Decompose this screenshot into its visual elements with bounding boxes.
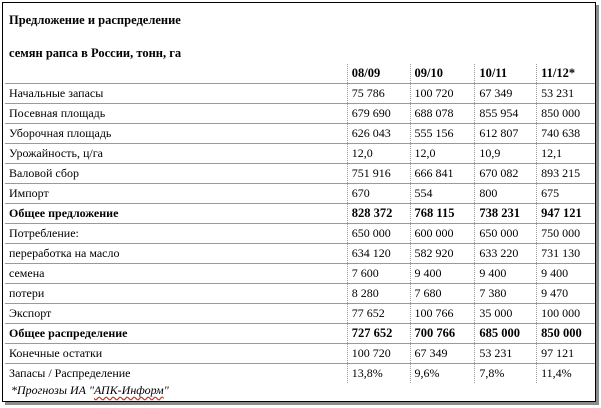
cell-value: 67 349 (475, 84, 537, 104)
table-row (5, 224, 595, 244)
cell-value: 947 121 (537, 204, 595, 224)
cell-value: 738 231 (475, 204, 537, 224)
row-label: Импорт (5, 184, 347, 204)
table-row (5, 164, 595, 184)
cell-value: 100 000 (537, 304, 595, 324)
cell-value: 650 000 (475, 224, 537, 244)
cell-value: 53 231 (537, 84, 595, 104)
cell-value: 10,9 (475, 144, 537, 164)
cell-value: 555 156 (410, 124, 475, 144)
table-row (5, 144, 595, 164)
cell-value: 855 954 (475, 104, 537, 124)
cell-value: 12,0 (347, 144, 410, 164)
row-label: Валовой сбор (5, 164, 347, 184)
cell-value: 828 372 (347, 204, 410, 224)
cell-value: 53 231 (475, 344, 537, 364)
cell-value: 740 638 (537, 124, 595, 144)
cell-value: 751 916 (347, 164, 410, 184)
header-cell-0809: 08/09 (347, 64, 410, 84)
footnote-suffix: " (163, 383, 169, 397)
cell-value: 12,1 (537, 144, 595, 164)
row-label: потери (5, 284, 347, 304)
table-title-line1: Предложение и распределение (9, 13, 181, 27)
table-row-total-supply (5, 204, 595, 224)
cell-value: 8 280 (347, 284, 410, 304)
cell-value: 731 130 (537, 244, 595, 264)
cell-value: 727 652 (347, 324, 410, 344)
table-row (5, 344, 595, 364)
row-label: Общее распределение (5, 324, 347, 344)
cell-value: 7 680 (410, 284, 475, 304)
table-row (5, 124, 595, 144)
forecast-footnote (11, 383, 169, 398)
supply-distribution-table (5, 64, 595, 383)
cell-value: 100 720 (410, 84, 475, 104)
header-cell-label (5, 64, 347, 84)
cell-value: 554 (410, 184, 475, 204)
cell-value: 768 115 (410, 204, 475, 224)
row-label: семена (5, 264, 347, 284)
footnote-source: АПК-Информ (94, 383, 164, 397)
cell-value: 633 220 (475, 244, 537, 264)
cell-value: 893 215 (537, 164, 595, 184)
cell-value: 97 121 (537, 344, 595, 364)
cell-value: 13,8% (347, 364, 410, 384)
cell-value: 612 807 (475, 124, 537, 144)
cell-value: 100 720 (347, 344, 410, 364)
cell-value: 75 786 (347, 84, 410, 104)
cell-value: 626 043 (347, 124, 410, 144)
table-row (5, 104, 595, 124)
cell-value: 100 766 (410, 304, 475, 324)
cell-value: 700 766 (410, 324, 475, 344)
cell-value: 7,8% (475, 364, 537, 384)
cell-value: 600 000 (410, 224, 475, 244)
cell-value: 850 000 (537, 104, 595, 124)
cell-value: 11,4% (537, 364, 595, 384)
header-cell-1011: 10/11 (475, 64, 537, 84)
row-label: переработка на масло (5, 244, 347, 264)
cell-value: 666 841 (410, 164, 475, 184)
cell-value: 670 082 (475, 164, 537, 184)
cell-value: 679 690 (347, 104, 410, 124)
cell-value: 9,6% (410, 364, 475, 384)
cell-value: 9 470 (537, 284, 595, 304)
row-label: Урожайность, ц/га (5, 144, 347, 164)
table-row (5, 264, 595, 284)
cell-value: 67 349 (410, 344, 475, 364)
row-label: Потребление: (5, 224, 347, 244)
cell-value: 850 000 (537, 324, 595, 344)
cell-value: 12,0 (410, 144, 475, 164)
table-row (5, 364, 595, 384)
cell-value: 675 (537, 184, 595, 204)
cell-value: 7 600 (347, 264, 410, 284)
row-label: Запасы / Распределение (5, 364, 347, 384)
cell-value: 9 400 (410, 264, 475, 284)
header-row (5, 64, 595, 84)
table-frame (2, 2, 596, 402)
row-label: Посевная площадь (5, 104, 347, 124)
table-row (5, 304, 595, 324)
cell-value: 9 400 (537, 264, 595, 284)
row-label: Начальные запасы (5, 84, 347, 104)
table-title-line2: семян рапса в России, тонн, га (9, 46, 182, 60)
table-row (5, 84, 595, 104)
header-cell-1112: 11/12* (537, 64, 595, 84)
cell-value: 582 920 (410, 244, 475, 264)
cell-value: 685 000 (475, 324, 537, 344)
cell-value: 77 652 (347, 304, 410, 324)
cell-value: 634 120 (347, 244, 410, 264)
cell-value: 35 000 (475, 304, 537, 324)
cell-value: 670 (347, 184, 410, 204)
cell-value: 800 (475, 184, 537, 204)
footnote-prefix: *Прогнозы ИА " (11, 383, 94, 397)
row-label: Экспорт (5, 304, 347, 324)
table-row (5, 184, 595, 204)
table-row-total-distribution (5, 324, 595, 344)
cell-value: 650 000 (347, 224, 410, 244)
header-cell-0910: 09/10 (410, 64, 475, 84)
cell-value: 688 078 (410, 104, 475, 124)
cell-value: 9 400 (475, 264, 537, 284)
row-label: Уборочная площадь (5, 124, 347, 144)
row-label: Общее предложение (5, 204, 347, 224)
cell-value: 7 380 (475, 284, 537, 304)
row-label: Конечные остатки (5, 344, 347, 364)
cell-value: 750 000 (537, 224, 595, 244)
table-row (5, 244, 595, 264)
table-row (5, 284, 595, 304)
